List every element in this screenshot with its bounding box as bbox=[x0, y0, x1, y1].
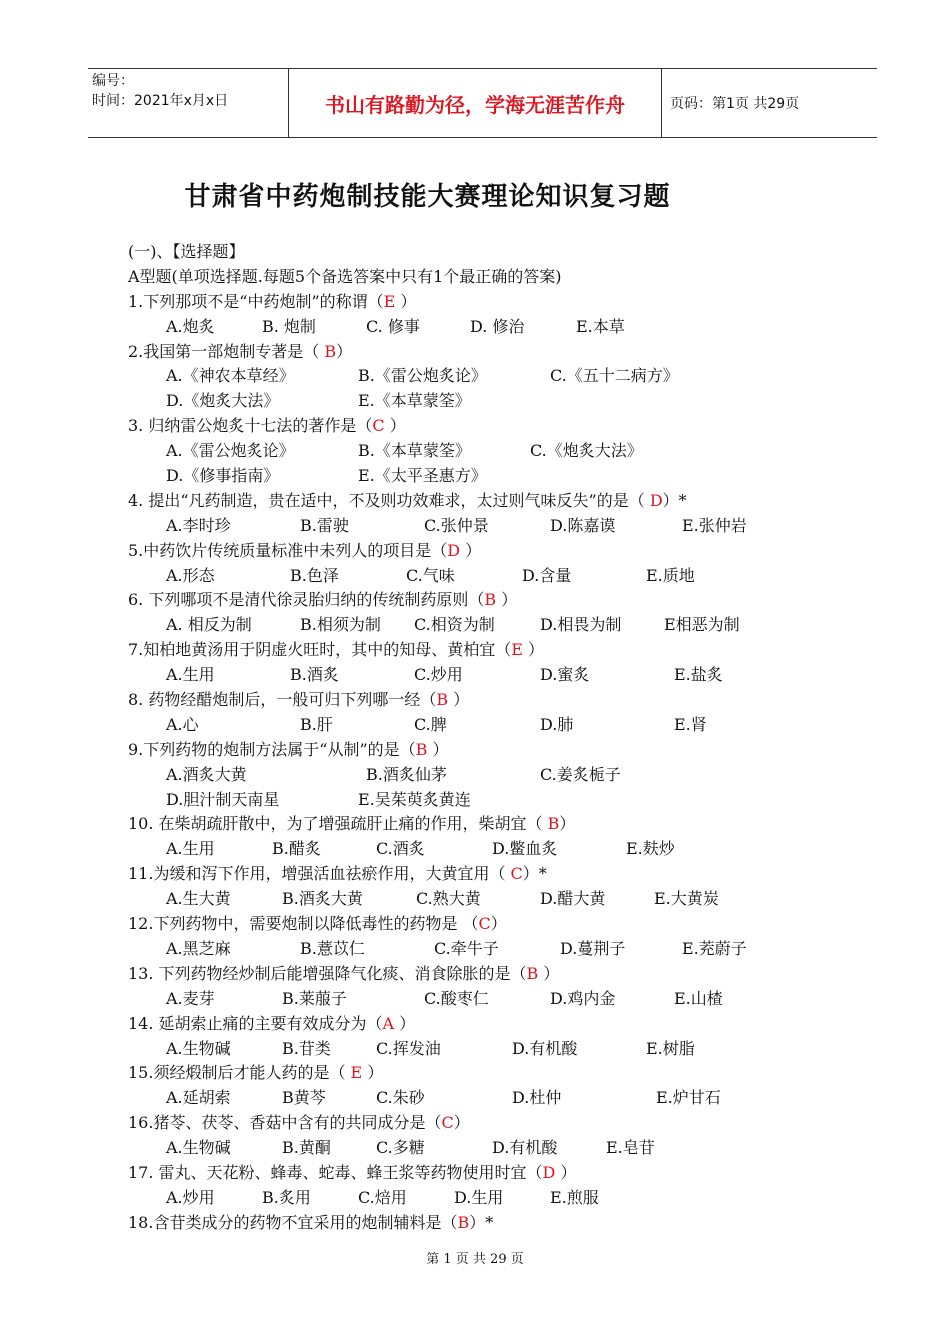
answer-option: E.本草 bbox=[576, 316, 625, 336]
question-text-tail: ）* bbox=[469, 1212, 494, 1232]
document-title: 甘肃省中药炮制技能大赛理论知识复习题 bbox=[184, 182, 671, 212]
option-row bbox=[128, 937, 848, 962]
answer-option: C.朱砂 bbox=[376, 1088, 425, 1108]
answer-option: D.鳖血炙 bbox=[492, 839, 558, 859]
question-text: 17. 雷丸、天花粉、蜂毒、蛇毒、蜂王浆等药物使用时宜（ bbox=[128, 1162, 543, 1182]
answer-key: B bbox=[457, 1212, 470, 1232]
answer-option: A.生物碱 bbox=[166, 1138, 231, 1158]
question-text-tail: ） bbox=[538, 963, 560, 983]
question-stem bbox=[128, 1161, 848, 1186]
question-stem bbox=[128, 290, 848, 315]
answer-key: C bbox=[441, 1113, 454, 1133]
option-row bbox=[128, 1136, 848, 1161]
answer-option: B.《本草蒙筌》 bbox=[358, 441, 471, 461]
question-text-tail: ） bbox=[453, 1113, 470, 1133]
question-text: 9.下列药物的炮制方法属于“从制”的是（ bbox=[128, 739, 416, 759]
answer-option: A.生大黄 bbox=[166, 889, 231, 909]
answer-option: A.李时珍 bbox=[166, 515, 231, 535]
question-stem bbox=[128, 539, 848, 564]
question-stem bbox=[128, 1012, 848, 1037]
question-text-tail: ） bbox=[448, 690, 470, 710]
answer-option: A.酒炙大黄 bbox=[166, 764, 247, 784]
option-row bbox=[128, 1086, 848, 1111]
answer-option: A.麦芽 bbox=[166, 988, 215, 1008]
question-text-tail: ） bbox=[336, 341, 353, 361]
answer-option: A.炮炙 bbox=[166, 316, 215, 336]
answer-option: A.《神农本草经》 bbox=[166, 366, 295, 386]
option-row bbox=[128, 713, 848, 738]
answer-option: D.相畏为制 bbox=[540, 615, 622, 635]
answer-option: D.胆汁制天南星 bbox=[166, 789, 280, 809]
question-text: 5.中药饮片传统质量标准中未列人的项目是（ bbox=[128, 540, 448, 560]
page-header bbox=[88, 68, 877, 138]
question-text: 2.我国第一部炮制专著是（ bbox=[128, 341, 325, 361]
answer-option: C.气味 bbox=[406, 565, 455, 585]
answer-key: E bbox=[350, 1063, 363, 1083]
answer-option: C.焙用 bbox=[358, 1187, 407, 1207]
header-motto: 书山有路勤为径，学海无涯苦作舟 bbox=[288, 69, 662, 137]
answer-option: A.延胡索 bbox=[166, 1088, 231, 1108]
answer-option: B.雷驶 bbox=[300, 515, 349, 535]
question-text-tail: ） bbox=[362, 1063, 384, 1083]
page-footer: 第 1 页 共 29 页 bbox=[426, 1252, 524, 1267]
answer-option: E.张仲岩 bbox=[682, 515, 747, 535]
answer-option: E.茺蔚子 bbox=[682, 938, 747, 958]
answer-key: B bbox=[436, 690, 449, 710]
answer-option: B.醋炙 bbox=[272, 839, 321, 859]
answer-option: A.《雷公炮炙论》 bbox=[166, 441, 295, 461]
answer-option: E.吴茱萸炙黄连 bbox=[358, 789, 471, 809]
answer-option: C.张仲景 bbox=[424, 515, 489, 535]
answer-key: C bbox=[510, 864, 523, 884]
header-page-info: 页码：第1页 共29页 bbox=[670, 96, 800, 112]
answer-key: D bbox=[447, 540, 461, 560]
option-row bbox=[128, 364, 848, 389]
option-row bbox=[128, 514, 848, 539]
question-text: 4. 提出“凡药制造，贵在适中，不及则功效难求，太过则气味反失”的是（ bbox=[128, 490, 650, 510]
answer-option: A.形态 bbox=[166, 565, 215, 585]
answer-option: E.《本草蒙筌》 bbox=[358, 391, 471, 411]
answer-option: E.肾 bbox=[674, 714, 707, 734]
option-row bbox=[128, 1037, 848, 1062]
answer-option: D.杜仲 bbox=[512, 1088, 562, 1108]
answer-key: B bbox=[324, 341, 337, 361]
option-row bbox=[128, 663, 848, 688]
question-stem bbox=[128, 812, 848, 837]
question-text: 7.知柏地黄汤用于阴虚火旺时，其中的知母、黄柏宜（ bbox=[128, 640, 512, 660]
question-text-tail: ） bbox=[460, 540, 482, 560]
question-text-tail: ） bbox=[522, 640, 545, 660]
answer-option: D.鸡内金 bbox=[550, 988, 616, 1008]
answer-option: C.《炮炙大法》 bbox=[530, 441, 643, 461]
number-label: 编号： bbox=[92, 73, 134, 89]
answer-key: C bbox=[478, 914, 491, 934]
answer-option: B.苷类 bbox=[282, 1038, 331, 1058]
answer-option: D.陈嘉谟 bbox=[550, 515, 616, 535]
answer-option: B黄芩 bbox=[282, 1088, 326, 1108]
answer-option: D.肺 bbox=[540, 714, 574, 734]
time-label: 时间：2021年x月x日 bbox=[92, 93, 229, 109]
question-stem bbox=[128, 1111, 848, 1136]
section-intro: A型题(单项选择题.每题5个备选答案中只有1个最正确的答案) bbox=[128, 266, 562, 286]
question-text: 14. 延胡索止痛的主要有效成分为（ bbox=[128, 1013, 383, 1033]
answer-option: B.相须为制 bbox=[300, 615, 381, 635]
answer-key: B bbox=[526, 963, 539, 983]
question-text-tail: ） bbox=[395, 291, 417, 311]
answer-option: C.酸枣仁 bbox=[424, 988, 489, 1008]
question-text: 12.下列药物中，需要炮制以降低毒性的药物是 （ bbox=[128, 914, 479, 934]
answer-option: B.炙用 bbox=[262, 1187, 311, 1207]
answer-option: A. 相反为制 bbox=[166, 615, 252, 635]
option-row bbox=[128, 564, 848, 589]
question-text-tail: ）* bbox=[522, 864, 547, 884]
answer-option: A.生物碱 bbox=[166, 1038, 231, 1058]
option-row bbox=[128, 389, 848, 414]
question-stem bbox=[128, 414, 848, 439]
option-row bbox=[128, 788, 848, 813]
answer-option: B.肝 bbox=[300, 714, 333, 734]
answer-option: E.《太平圣惠方》 bbox=[358, 466, 487, 486]
option-row bbox=[128, 887, 848, 912]
answer-option: A.生用 bbox=[166, 665, 215, 685]
question-stem bbox=[128, 1211, 848, 1236]
option-row bbox=[128, 613, 848, 638]
answer-option: C.《五十二病方》 bbox=[550, 366, 679, 386]
question-stem bbox=[128, 340, 848, 365]
answer-option: C.牵牛子 bbox=[434, 938, 499, 958]
answer-option: B.酒炙大黄 bbox=[282, 889, 363, 909]
answer-key: C bbox=[372, 416, 385, 436]
answer-option: D.含量 bbox=[522, 565, 572, 585]
option-row bbox=[128, 763, 848, 788]
answer-option: C.挥发油 bbox=[376, 1038, 441, 1058]
answer-option: E.麸炒 bbox=[626, 839, 675, 859]
answer-key: E bbox=[511, 640, 523, 660]
question-text-tail: ） bbox=[496, 590, 518, 610]
option-row bbox=[128, 1186, 848, 1211]
question-stem bbox=[128, 862, 848, 887]
answer-option: B.薏苡仁 bbox=[300, 938, 365, 958]
answer-option: E.盐炙 bbox=[674, 665, 723, 685]
answer-key: D bbox=[542, 1162, 556, 1182]
answer-option: C.相资为制 bbox=[414, 615, 495, 635]
answer-option: E.皂苷 bbox=[606, 1138, 655, 1158]
answer-option: C.熟大黄 bbox=[416, 889, 481, 909]
question-text: 13. 下列药物经炒制后能增强降气化痰、消食除胀的是（ bbox=[128, 963, 527, 983]
question-text: 1.下列那项不是“中药炮制”的称谓（ bbox=[128, 291, 384, 311]
answer-key: D bbox=[649, 490, 663, 510]
answer-option: B.莱菔子 bbox=[282, 988, 347, 1008]
answer-option: D. 修治 bbox=[470, 316, 525, 336]
answer-option: D.《炮炙大法》 bbox=[166, 391, 280, 411]
answer-option: D.生用 bbox=[454, 1187, 504, 1207]
answer-option: E相恶为制 bbox=[664, 615, 740, 635]
question-stem bbox=[128, 912, 848, 937]
answer-key: B bbox=[484, 590, 497, 610]
question-text: 15.须经煅制后才能人药的是（ bbox=[128, 1063, 351, 1083]
question-text-tail: ） bbox=[384, 416, 406, 436]
answer-key: B bbox=[415, 739, 428, 759]
answer-option: C.姜炙栀子 bbox=[540, 764, 621, 784]
answer-option: E.炉甘石 bbox=[656, 1088, 721, 1108]
answer-key: A bbox=[382, 1013, 395, 1033]
answer-option: E.山楂 bbox=[674, 988, 723, 1008]
question-text-tail: ） bbox=[555, 1162, 577, 1182]
question-stem bbox=[128, 489, 848, 514]
question-stem bbox=[128, 638, 848, 663]
answer-option: B.色泽 bbox=[290, 565, 339, 585]
answer-option: E.大黄炭 bbox=[654, 889, 719, 909]
answer-option: B.黄酮 bbox=[282, 1138, 331, 1158]
question-text: 6. 下列哪项不是清代徐灵胎归纳的传统制药原则（ bbox=[128, 590, 485, 610]
question-text-tail: ） bbox=[427, 739, 449, 759]
question-stem bbox=[128, 738, 848, 763]
answer-key: B bbox=[547, 814, 560, 834]
question-stem bbox=[128, 962, 848, 987]
question-text: 11.为缓和泻下作用，增强活血祛瘀作用，大黄宜用（ bbox=[128, 864, 511, 884]
answer-option: D.有机酸 bbox=[512, 1038, 578, 1058]
question-text-tail: ） bbox=[559, 814, 576, 834]
question-text: 18.含苷类成分的药物不宜采用的炮制辅料是（ bbox=[128, 1212, 458, 1232]
answer-option: E.煎服 bbox=[550, 1187, 599, 1207]
option-row bbox=[128, 315, 848, 340]
question-stem bbox=[128, 688, 848, 713]
question-text: 10. 在柴胡疏肝散中，为了增强疏肝止痛的作用，柴胡宜（ bbox=[128, 814, 548, 834]
section-heading: (一)、【选择题】 bbox=[128, 242, 245, 261]
answer-option: C.酒炙 bbox=[376, 839, 425, 859]
answer-option: C.多糖 bbox=[376, 1138, 425, 1158]
question-stem bbox=[128, 588, 848, 613]
answer-option: D.《修事指南》 bbox=[166, 466, 280, 486]
answer-option: D.醋大黄 bbox=[540, 889, 606, 909]
answer-option: B.酒炙仙茅 bbox=[366, 764, 447, 784]
answer-option: D.有机酸 bbox=[492, 1138, 558, 1158]
question-text: 3. 归纳雷公炮炙十七法的著作是（ bbox=[128, 416, 373, 436]
answer-key: E bbox=[383, 291, 396, 311]
option-row bbox=[128, 837, 848, 862]
answer-option: B.酒炙 bbox=[290, 665, 339, 685]
question-text: 8. 药物经醋炮制后，一般可归下列哪一经（ bbox=[128, 690, 437, 710]
question-text: 16.猪苓、茯苓、香菇中含有的共同成分是（ bbox=[128, 1113, 442, 1133]
answer-option: E.树脂 bbox=[646, 1038, 695, 1058]
answer-option: C. 修事 bbox=[366, 316, 420, 336]
option-row bbox=[128, 464, 848, 489]
question-text-tail: ） bbox=[394, 1013, 416, 1033]
question-text-tail: ） bbox=[490, 914, 507, 934]
option-row bbox=[128, 439, 848, 464]
question-list bbox=[128, 240, 848, 1236]
answer-option: A.炒用 bbox=[166, 1187, 215, 1207]
answer-option: C.脾 bbox=[414, 714, 447, 734]
header-meta bbox=[92, 71, 288, 135]
answer-option: B.《雷公炮炙论》 bbox=[358, 366, 487, 386]
question-stem bbox=[128, 1061, 848, 1086]
option-row bbox=[128, 987, 848, 1012]
answer-option: E.质地 bbox=[646, 565, 695, 585]
question-text-tail: ）* bbox=[662, 490, 687, 510]
answer-option: D.蜜炙 bbox=[540, 665, 590, 685]
answer-option: D.蔓荆子 bbox=[560, 938, 626, 958]
answer-option: B. 炮制 bbox=[262, 316, 316, 336]
answer-option: A.心 bbox=[166, 714, 199, 734]
answer-option: C.炒用 bbox=[414, 665, 463, 685]
questions-container bbox=[128, 290, 848, 1236]
answer-option: A.黑芝麻 bbox=[166, 938, 231, 958]
answer-option: A.生用 bbox=[166, 839, 215, 859]
